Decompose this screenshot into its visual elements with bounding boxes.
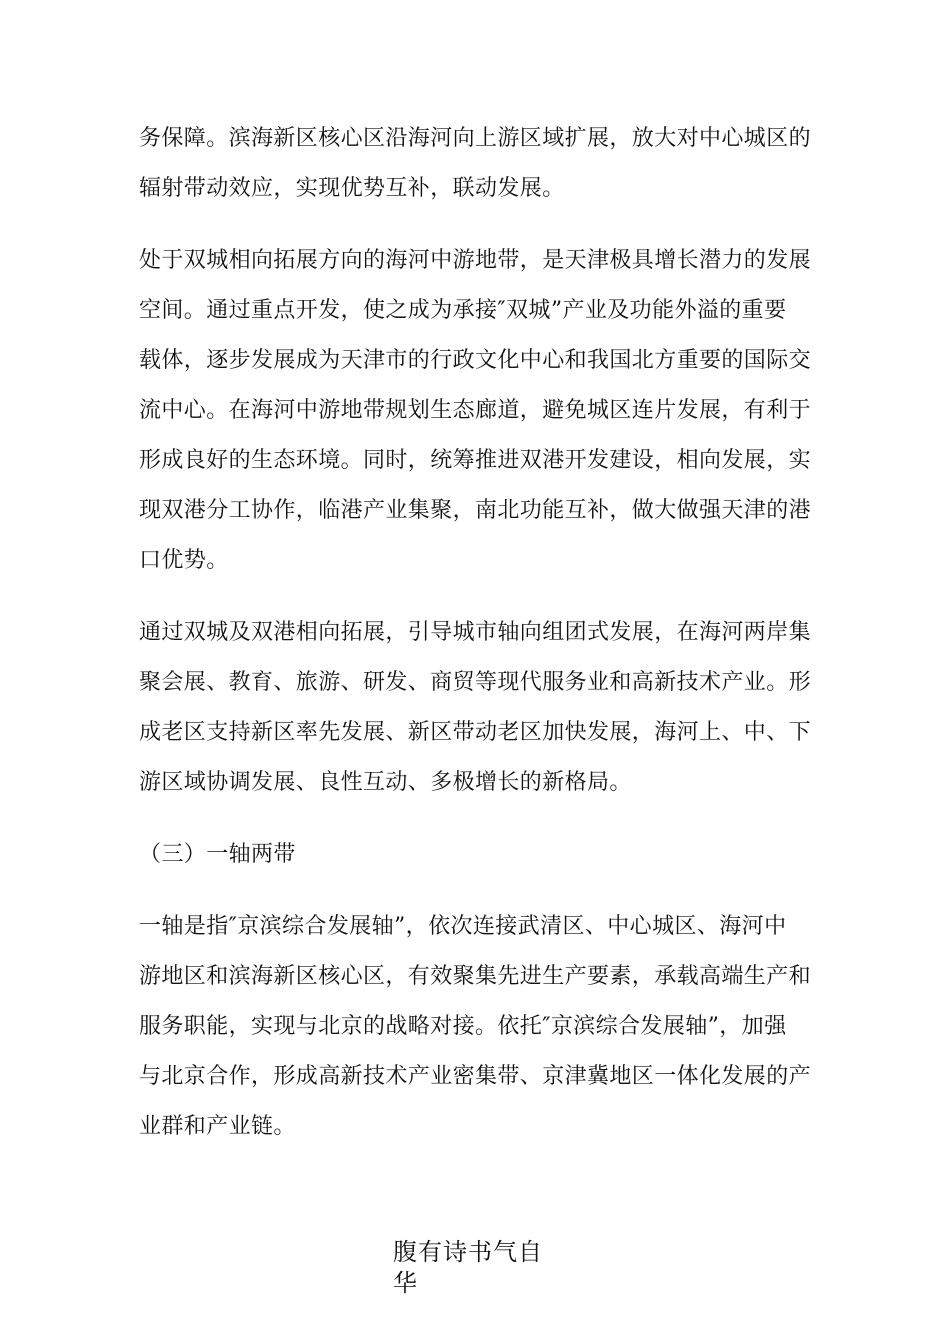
paragraph-3-line-4: 游区域协调发展、良性互动、多极增长的新格局。: [139, 770, 632, 795]
paragraph-3-line-1: 通过双城及双港相向拓展，引导城市轴向组团式发展，在海河两岸集: [139, 620, 812, 645]
paragraph-5-line-5: 业群和产业链。: [139, 1114, 296, 1139]
paragraph-2-line-5: 形成良好的生态环境。同时，统筹推进双港开发建设，相向发展，实: [139, 448, 812, 473]
paragraph-5-line-4: 与北京合作，形成高新技术产业密集带、京津冀地区一体化发展的产: [139, 1064, 812, 1089]
paragraph-5-line-1: 一轴是指″京滨综合发展轴”，依次连接武清区、中心城区、海河中: [139, 914, 787, 939]
paragraph-3-line-3: 成老区支持新区率先发展、新区带动老区加快发展，海河上、中、下: [139, 720, 812, 745]
paragraph-3-line-2: 聚会展、教育、旅游、研发、商贸等现代服务业和高新技术产业。形: [139, 670, 812, 695]
paragraph-2-line-1: 处于双城相向拓展方向的海河中游地带，是天津极具增长潜力的发展: [139, 248, 812, 273]
page-footer-text: 腹有诗书气自华: [393, 1238, 543, 1297]
paragraph-5-line-2: 游地区和滨海新区核心区，有效聚集先进生产要素，承载高端生产和: [139, 964, 812, 989]
paragraph-2-line-3: 载体，逐步发展成为天津市的行政文化中心和我国北方重要的国际交: [139, 348, 812, 373]
paragraph-2-line-4: 流中心。在海河中游地带规划生态廊道，避免城区连片发展，有利于: [139, 398, 812, 423]
paragraph-5-line-3: 服务职能，实现与北京的战略对接。依托″京滨综合发展轴”，加强: [139, 1014, 787, 1039]
paragraph-2-line-7: 口优势。: [139, 548, 229, 573]
paragraph-2-line-6: 现双港分工协作，临港产业集聚，南北功能互补，做大做强天津的港: [139, 498, 812, 523]
paragraph-1-line-2: 辐射带动效应，实现优势互补，联动发展。: [139, 176, 565, 201]
paragraph-2-line-2: 空间。通过重点开发，使之成为承接″双城”产业及功能外溢的重要: [139, 298, 787, 323]
paragraph-1-line-1: 务保障。滨海新区核心区沿海河向上游区域扩展，放大对中心城区的: [139, 126, 812, 151]
section-heading: （三）一轴两带: [139, 842, 296, 867]
